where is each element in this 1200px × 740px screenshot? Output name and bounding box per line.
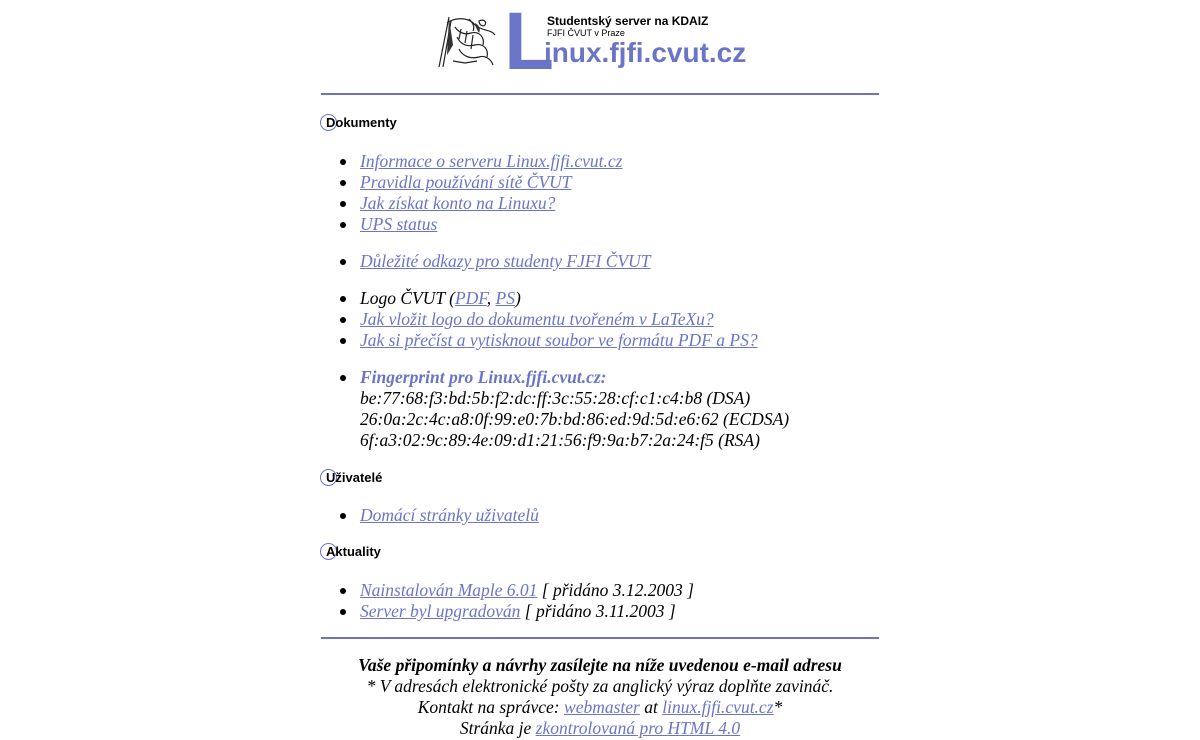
link-webmaster[interactable]: webmaster bbox=[564, 697, 640, 717]
page-content: L Studentský server na KDAIZ FJFI ČVUT v Praze inux.fjfi.cvut.cz Dokumenty Informace o serveru Linux.fjfi.cvut.cz Pravidla používání sítě ČVUT Jak získat konto na Linuxu? UPS status Důležité odkazy pro studenty FJFI ČVUT Logo ČVUT (PDF, PS) Jak vložit logo do dokumentu tvořeném v LaTeXu? Jak si přečíst a vytisknout soubor ve formátu PDF a PS? Fingerprint pro Linux.fjfi.cvut.cz: be:77:68:f3:bd:5b:f2:dc:ff:3c:55:28:cf:c1:c4:b8 (DSA) 26:0a:2c:4c:a8:0f:99:e0:7b:bd:86:ed:9d:5d:e6:62 (ECDSA) 6f:a3:02:9c:89:4e:09:d1:21:56:f9:9a:b7:2a:24:f5 (RSA) Uživatelé Domácí stránky uživatelů Aktuality Nainstalován Maple 6.01 [ přidáno 3.12.2003 ] Server byl upgradován [ přidáno 3.11.2003 ] Vaše připomínky a návrhy zasílejte na níže uvedenou e-mail adresu * V adresách elektronické pošty za anglický výraz doplňte zavináč. Kontakt na správce: webmaster at linux.fjfi.cvut.cz* Stránka je zkontrolovaná pro HTML 4.0 bbox=[321, 0, 879, 94]
header-title: Studentský server na KDAIZ bbox=[547, 14, 709, 28]
list-item bbox=[321, 193, 789, 214]
site-header bbox=[321, 0, 879, 94]
cvut-lion-logo bbox=[435, 15, 499, 69]
top-divider bbox=[321, 93, 879, 95]
fingerprint-rsa: 6f:a3:02:9c:89:4e:09:d1:21:56:f9:9a:b7:2a:24:f5 (RSA) bbox=[360, 430, 760, 450]
list-item bbox=[321, 172, 789, 193]
link-important-links[interactable]: Důležité odkazy pro studenty FJFI ČVUT bbox=[360, 251, 651, 271]
link-pdf-ps-howto[interactable]: Jak si přečíst a vytisknout soubor ve formátu PDF a PS? bbox=[360, 330, 758, 350]
logo-close-paren: ) bbox=[514, 288, 521, 308]
list-item bbox=[321, 214, 789, 235]
dokumenty-list bbox=[321, 151, 789, 451]
footer-validation: Stránka je zkontrolovaná pro HTML 4.0 bbox=[459, 718, 741, 738]
list-item bbox=[321, 505, 539, 526]
header-big-letter: L bbox=[504, 0, 555, 87]
link-ups-status[interactable]: UPS status bbox=[360, 214, 438, 234]
fingerprint-title: Fingerprint pro Linux.fjfi.cvut.cz: bbox=[360, 367, 607, 387]
link-news-maple[interactable]: Nainstalován Maple 6.01 bbox=[360, 580, 538, 600]
link-server-info[interactable]: Informace o serveru Linux.fjfi.cvut.cz bbox=[360, 151, 623, 171]
list-item bbox=[321, 251, 789, 272]
logo-label: Logo ČVUT ( bbox=[360, 288, 455, 308]
link-html-validation[interactable]: zkontrolovaná pro HTML 4.0 bbox=[535, 718, 741, 738]
link-get-account[interactable]: Jak získat konto na Linuxu? bbox=[360, 193, 556, 213]
fingerprint-item bbox=[321, 367, 789, 388]
footer-note: * V adresách elektronické pošty za anglický výraz doplňte zavináč. bbox=[366, 676, 834, 696]
news-item bbox=[321, 580, 694, 601]
footer-feedback: Vaše připomínky a návrhy zasílejte na níže uvedenou e-mail adresu bbox=[358, 655, 842, 675]
aktuality-list bbox=[321, 580, 694, 622]
list-item bbox=[321, 288, 789, 309]
site-footer bbox=[321, 655, 879, 739]
list-item bbox=[321, 309, 789, 330]
list-item bbox=[321, 330, 789, 351]
bottom-divider bbox=[321, 637, 879, 639]
link-network-rules[interactable]: Pravidla používání sítě ČVUT bbox=[360, 172, 572, 192]
link-domain[interactable]: linux.fjfi.cvut.cz bbox=[662, 697, 774, 717]
footer-contact: Kontakt na správce: webmaster at linux.fjfi.cvut.cz* bbox=[417, 697, 783, 717]
list-item bbox=[321, 151, 789, 172]
fingerprint-ecdsa: 26:0a:2c:4c:a8:0f:99:e0:7b:bd:86:ed:9d:5d:e6:62 (ECDSA) bbox=[360, 409, 790, 429]
news-date: [ přidáno 3.11.2003 ] bbox=[520, 601, 676, 621]
link-logo-latex[interactable]: Jak vložit logo do dokumentu tvořeném v LaTeXu? bbox=[360, 309, 714, 329]
link-user-homepages[interactable]: Domácí stránky uživatelů bbox=[360, 505, 539, 525]
link-news-upgrade[interactable]: Server byl upgradován bbox=[360, 601, 521, 621]
header-subtitle: FJFI ČVUT v Praze bbox=[547, 28, 625, 38]
link-logo-ps[interactable]: PS bbox=[495, 288, 515, 308]
uzivatele-list bbox=[321, 505, 539, 526]
logo-separator: , bbox=[486, 288, 496, 308]
link-logo-pdf[interactable]: PDF bbox=[454, 288, 487, 308]
fingerprint-dsa: be:77:68:f3:bd:5b:f2:dc:ff:3c:55:28:cf:c1:c4:b8 (DSA) bbox=[360, 388, 751, 408]
header-domain: inux.fjfi.cvut.cz bbox=[544, 37, 747, 68]
news-date: [ přidáno 3.12.2003 ] bbox=[537, 580, 694, 600]
news-item bbox=[321, 601, 694, 622]
